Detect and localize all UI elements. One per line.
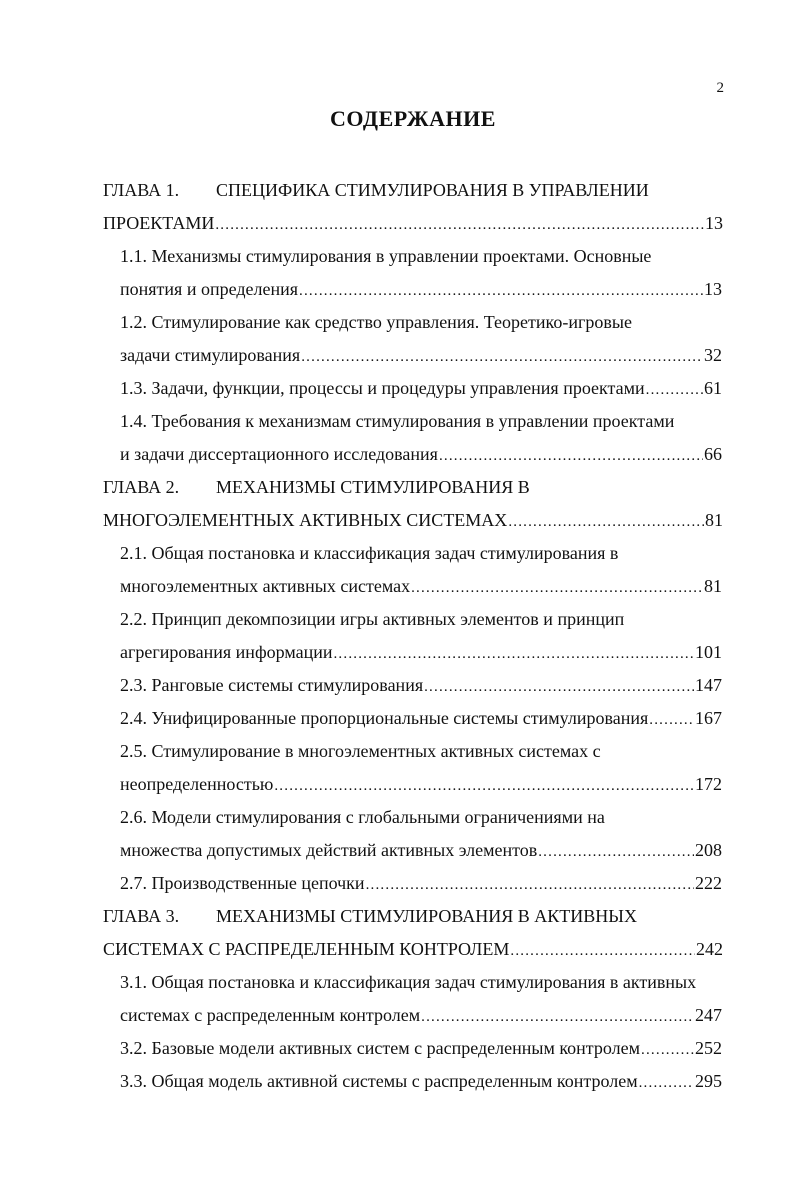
section-1-3-entry[interactable] (120, 373, 722, 403)
section-title: 3.3. Общая модель активной системы с распределенным контролем (120, 1071, 638, 1091)
section-2-5[interactable]: 2.5. Стимулирование в многоэлементных активных системах с (120, 741, 601, 761)
chapter-title: МЕХАНИЗМЫ СТИМУЛИРОВАНИЯ В АКТИВНЫХ (216, 906, 637, 926)
page-ref: 252 (695, 1038, 722, 1058)
page-ref: 81 (705, 510, 723, 530)
page-ref: 242 (696, 939, 723, 959)
page-ref: 32 (704, 345, 722, 365)
chapter-label: ГЛАВА 1. (103, 180, 180, 200)
leader-dots (274, 771, 694, 801)
section-title-cont: многоэлементных активных системах (120, 576, 411, 596)
section-title-cont: задачи стимулирования (120, 345, 301, 365)
section-2-1[interactable]: 2.1. Общая постановка и классификация задач стимулирования в (120, 543, 619, 563)
section-1-2-entry[interactable] (120, 340, 722, 370)
section-title-cont: множества допустимых действий активных элементов (120, 840, 538, 860)
section-title: 2.4. Унифицированные пропорциональные системы стимулирования (120, 708, 649, 728)
page-ref: 208 (695, 840, 722, 860)
chapter-title-cont: ПРОЕКТАМИ (103, 213, 215, 233)
chapter-1-entry[interactable] (103, 208, 723, 238)
leader-dots (439, 441, 703, 471)
chapter-label: ГЛАВА 2. (103, 477, 180, 497)
section-2-2-entry[interactable] (120, 637, 722, 667)
section-3-2-entry[interactable] (120, 1033, 722, 1063)
section-3-3-entry[interactable] (120, 1066, 722, 1096)
section-2-3-entry[interactable] (120, 670, 722, 700)
section-title: 3.2. Базовые модели активных систем с распределенным контролем (120, 1038, 641, 1058)
section-title: 2.3. Ранговые системы стимулирования (120, 675, 424, 695)
section-2-5-entry[interactable] (120, 769, 722, 799)
section-1-4-entry[interactable] (120, 439, 722, 469)
leader-dots (215, 210, 704, 240)
chapter-2-entry[interactable] (103, 505, 723, 535)
leader-dots (333, 639, 694, 669)
leader-dots (301, 342, 703, 372)
chapter-title: МЕХАНИЗМЫ СТИМУЛИРОВАНИЯ В (216, 477, 530, 497)
page-ref: 13 (704, 279, 722, 299)
section-1-4[interactable]: 1.4. Требования к механизмам стимулирования в управлении проектами (120, 411, 675, 431)
section-title: 2.7. Производственные цепочки (120, 873, 365, 893)
leader-dots (641, 1035, 694, 1065)
page-ref: 147 (695, 675, 722, 695)
section-title-cont: неопределенностью (120, 774, 274, 794)
leader-dots (508, 507, 704, 537)
page-ref: 295 (695, 1071, 722, 1091)
section-2-2[interactable]: 2.2. Принцип декомпозиции игры активных элементов и принцип (120, 609, 625, 629)
chapter-title-cont: СИСТЕМАХ С РАСПРЕДЕЛЕННЫМ КОНТРОЛЕМ (103, 939, 510, 959)
page-ref: 172 (695, 774, 722, 794)
leader-dots (366, 870, 694, 900)
page-ref: 81 (704, 576, 722, 596)
section-title-cont: системах с распределенным контролем (120, 1005, 421, 1025)
chapter-title-cont: МНОГОЭЛЕМЕНТНЫХ АКТИВНЫХ СИСТЕМАХ (103, 510, 508, 530)
section-title-cont: и задачи диссертационного исследования (120, 444, 438, 464)
section-1-1-entry[interactable] (120, 274, 722, 304)
leader-dots (299, 276, 703, 306)
leader-dots (411, 573, 703, 603)
section-3-1[interactable]: 3.1. Общая постановка и классификация задач стимулирования в активных (120, 972, 697, 992)
section-2-6[interactable]: 2.6. Модели стимулирования с глобальными ограничениями на (120, 807, 605, 827)
section-1-2[interactable]: 1.2. Стимулирование как средство управления. Теоретико-игровые (120, 312, 632, 332)
section-1-1[interactable]: 1.1. Механизмы стимулирования в управлении проектами. Основные (120, 246, 652, 266)
chapter-3-heading (103, 901, 723, 931)
page-ref: 222 (695, 873, 722, 893)
leader-dots (421, 1002, 694, 1032)
leader-dots (639, 1068, 694, 1098)
page-ref: 101 (695, 642, 722, 662)
section-title-cont: понятия и определения (120, 279, 299, 299)
page-number: 2 (716, 80, 724, 96)
page-title: СОДЕРЖАНИЕ (330, 106, 496, 131)
section-2-6-entry[interactable] (120, 835, 722, 865)
chapter-title: СПЕЦИФИКА СТИМУЛИРОВАНИЯ В УПРАВЛЕНИИ (216, 180, 649, 200)
section-2-7-entry[interactable] (120, 868, 722, 898)
leader-dots (510, 936, 695, 966)
leader-dots (424, 672, 694, 702)
page-ref: 13 (705, 213, 723, 233)
section-3-1-entry[interactable] (120, 1000, 722, 1030)
section-title-cont: агрегирования информации (120, 642, 333, 662)
page-ref: 167 (695, 708, 722, 728)
chapter-label: ГЛАВА 3. (103, 906, 180, 926)
page-ref: 247 (695, 1005, 722, 1025)
page-ref: 66 (704, 444, 722, 464)
page-ref: 61 (704, 378, 722, 398)
chapter-2-heading (103, 472, 723, 502)
leader-dots (538, 837, 694, 867)
section-title: 1.3. Задачи, функции, процессы и процедуры управления проектами (120, 378, 645, 398)
chapter-1-heading (103, 175, 723, 205)
chapter-3-entry[interactable] (103, 934, 723, 964)
section-2-1-entry[interactable] (120, 571, 722, 601)
leader-dots (646, 375, 703, 405)
section-2-4-entry[interactable] (120, 703, 722, 733)
leader-dots (649, 705, 694, 735)
